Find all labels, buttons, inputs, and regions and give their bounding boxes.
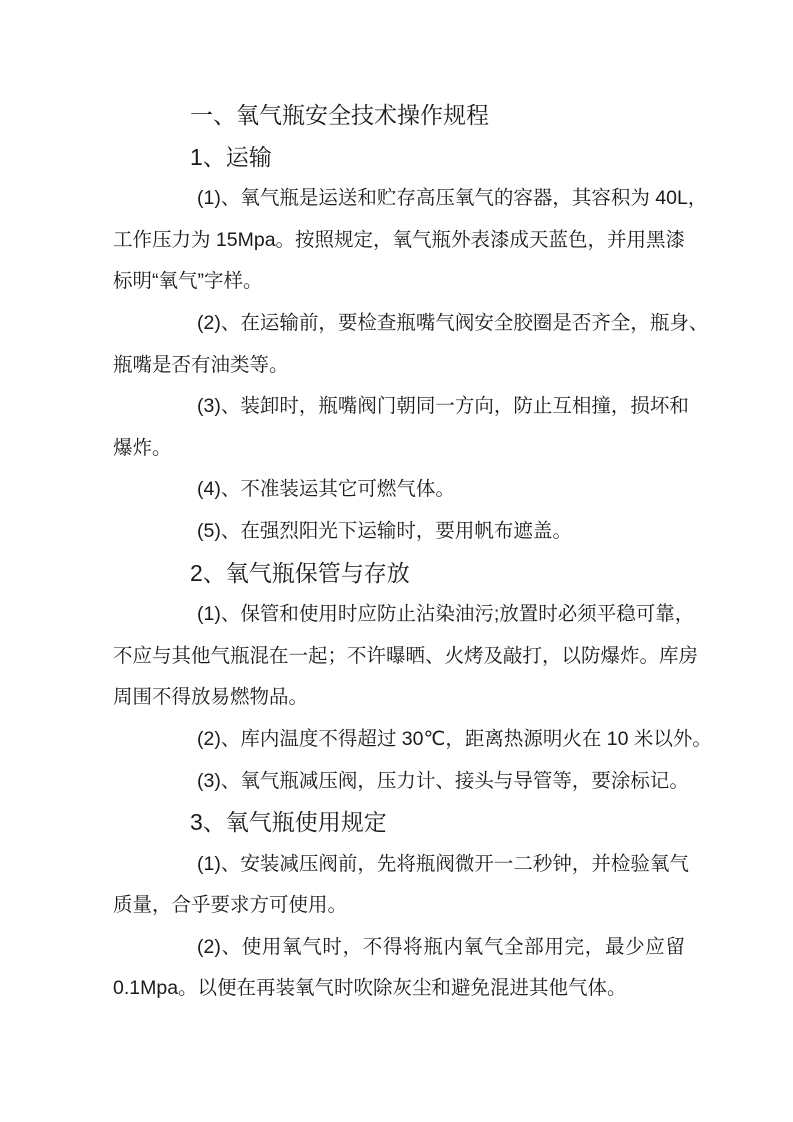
- paragraph-line: (1)、保管和使用时应防止沾染油污;放置时必须平稳可靠，: [197, 603, 695, 626]
- paragraph-line: (3)、氧气瓶减压阀，压力计、接头与导管等，要涂标记。: [197, 769, 689, 792]
- section-heading-storage: 2、氧气瓶保管与存放: [190, 559, 410, 586]
- paragraph-line: 工作压力为 15Mpa。按照规定，氧气瓶外表漆成天蓝色，并用黑漆: [113, 228, 686, 251]
- paragraph-line: (2)、使用氧气时，不得将瓶内氧气全部用完，最少应留: [197, 935, 685, 958]
- paragraph-line: 标明“氧气”字样。: [113, 270, 263, 293]
- paragraph-line: (4)、不准装运其它可燃气体。: [197, 478, 455, 501]
- section-heading-transport: 1、运输: [190, 143, 272, 170]
- paragraph-line: (2)、库内温度不得超过 30℃，距离热源明火在 10 米以外。: [197, 727, 712, 750]
- paragraph-line: 质量，合乎要求方可使用。: [113, 894, 348, 917]
- section-heading-usage: 3、氧气瓶使用规定: [190, 809, 387, 836]
- paragraph-line: (5)、在强烈阳光下运输时，要用帆布遮盖。: [197, 519, 572, 542]
- document-text-block: [113, 95, 712, 1010]
- doc-title: 一、氧气瓶安全技术操作规程: [190, 102, 489, 128]
- paragraph-line: (1)、安装减压阀前，先将瓶阀微开一二秒钟，并检验氧气: [197, 852, 689, 875]
- paragraph-line: 周围不得放易燃物品。: [113, 686, 309, 709]
- paragraph-line: (1)、氧气瓶是运送和贮存高压氧气的容器，其容积为 40L，: [197, 187, 708, 210]
- paragraph-line: 不应与其他气瓶混在一起；不许曝晒、火烤及敲打，以防爆炸。库房: [113, 644, 699, 667]
- paragraph-line: 0.1Mpa。以便在再装氧气时吹除灰尘和避免混进其他气体。: [113, 977, 627, 1000]
- paragraph-line: 爆炸。: [113, 436, 172, 459]
- paragraph-line: (2)、在运输前，要检查瓶嘴气阀安全胶圈是否齐全，瓶身、: [197, 311, 709, 334]
- paragraph-line: 瓶嘴是否有油类等。: [113, 353, 289, 376]
- paragraph-line: (3)、装卸时，瓶嘴阀门朝同一方向，防止互相撞，损坏和: [197, 395, 689, 418]
